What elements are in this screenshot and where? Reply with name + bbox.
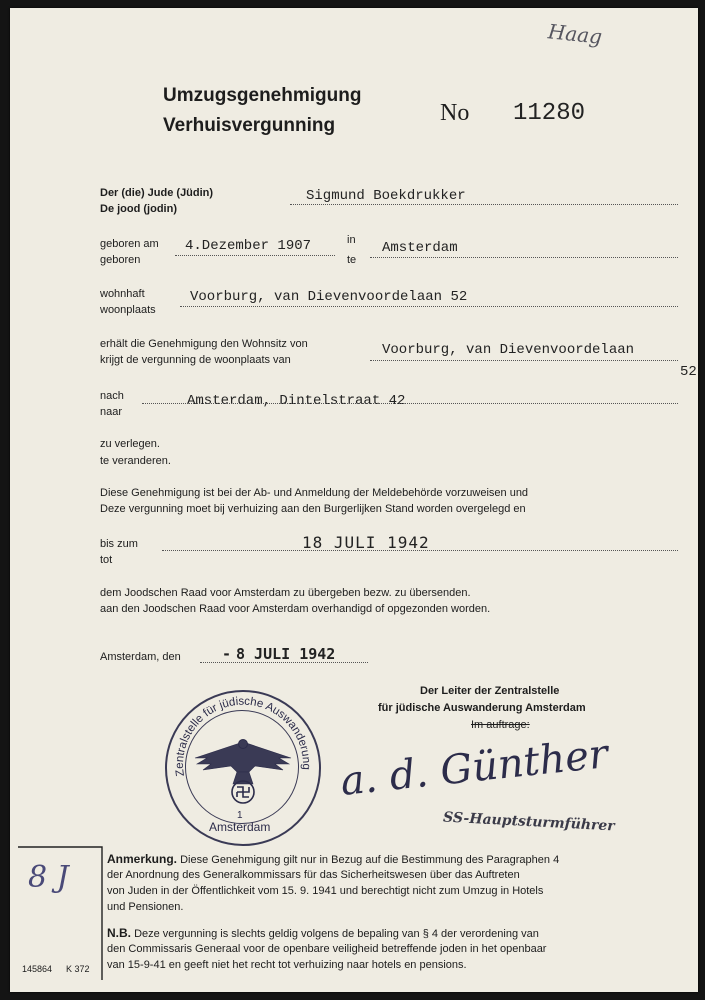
print-code-left: 145864 — [22, 964, 53, 974]
permit-label-de: erhält die Genehmigung den Wohnsitz von — [100, 338, 308, 350]
official-seal — [165, 690, 321, 846]
corner-handwritten-note: Haag — [546, 19, 604, 49]
born-label-de: geboren am — [100, 238, 159, 250]
residence-label-nl: woonplaats — [100, 304, 156, 316]
eagle-icon — [195, 740, 291, 804]
residence-label-de: wohnhaft — [100, 288, 145, 300]
seal-arc-text: Zentralstelle für jüdische Auswanderung — [173, 695, 313, 778]
to-label-nl: naar — [100, 406, 123, 418]
from-address: Voorburg, van Dievenvoordelaan — [382, 342, 635, 358]
seal-city: Amsterdam — [209, 820, 271, 834]
authority-line-2: für jüdische Auswanderung Amsterdam — [378, 702, 586, 714]
dotted-line — [200, 662, 368, 663]
dotted-line — [370, 257, 678, 258]
person-name: Sigmund Boekdrukker — [306, 188, 466, 204]
permit-label-nl: krijgt de vergunning de woonplaats van — [100, 354, 291, 366]
footnote-anmerkung-text-1: Diese Genehmigung gilt nur in Bezug auf die Bestimmung des Paragraphen 4 — [180, 854, 560, 866]
dotted-line — [290, 204, 678, 205]
move-label-de: zu verlegen. — [100, 438, 160, 450]
number-label: No — [440, 100, 470, 126]
born-in-label-nl: te — [347, 254, 357, 266]
footnote-anmerkung-text-2: der Anordnung des Generalkommissars für das Sicherheitswesen über das Auftreten — [107, 869, 520, 881]
footnote-nb-label: N.B. — [107, 926, 131, 940]
footnote-nb-text-3: van 15-9-41 en geeft niet het recht tot verhuizing naar hotels en pensions. — [107, 959, 467, 971]
deadline-label-nl: tot — [100, 554, 113, 566]
footnote-anmerkung-text-3: von Juden in der Öffentlichkeit vom 15. 9. 1941 und berechtigt nicht zum Umzug in Hotels — [107, 885, 544, 897]
born-label-nl: geboren — [100, 254, 141, 266]
issued-label: Amsterdam, den — [100, 651, 181, 663]
print-code-right: K 372 — [66, 964, 90, 974]
deadline-date: 18 JULI 1942 — [302, 533, 430, 552]
council-line-de: dem Joodschen Raad voor Amsterdam zu übergeben bezw. zu übersenden. — [100, 587, 471, 599]
dotted-line — [175, 255, 335, 256]
footnote-anmerkung-label: Anmerkung. — [107, 852, 178, 866]
jude-label-de: Der (die) Jude (Jüdin) — [100, 187, 214, 199]
council-line-nl: aan den Joodschen Raad voor Amsterdam overhandigd of opgezonden worden. — [100, 603, 491, 615]
born-in-label-de: in — [347, 234, 356, 246]
footnote-nb-text-2: den Commissaris Generaal voor de openbare veiligheid betreffende joden in het openbaar — [107, 943, 547, 955]
handwritten-signature: a. d. Günther — [338, 731, 611, 805]
footnote-anmerkung-text-4: und Pensionen. — [107, 901, 184, 913]
authority-line-3: Im auftrage: — [471, 719, 530, 731]
title-german: Umzugsgenehmigung — [163, 85, 362, 106]
issued-date: 8 JULI 1942 — [236, 645, 336, 663]
dotted-line — [180, 306, 678, 307]
deadline-label-de: bis zum — [100, 538, 138, 550]
move-label-nl: te veranderen. — [100, 455, 171, 467]
jude-label-nl: De jood (jodin) — [100, 203, 177, 215]
notice-line-de: Diese Genehmigung ist bei der Ab- und Anmeldung der Meldebehörde vorzuweisen und — [100, 487, 529, 499]
authority-line-1: Der Leiter der Zentralstelle — [420, 685, 560, 697]
from-address-number: 52 — [680, 364, 697, 380]
dotted-line — [162, 550, 678, 551]
footnote-nb-text-1: Deze vergunning is slechts geldig volgens de bepaling van § 4 der verordening van — [134, 928, 539, 940]
destination-address: Amsterdam, Dintelstraat 42 — [187, 393, 406, 409]
rank-stamp: SS-Hauptsturmführer — [442, 809, 616, 835]
issued-dash: - — [222, 645, 232, 663]
birth-place: Amsterdam — [382, 240, 458, 256]
birth-date: 4.Dezember 1907 — [185, 238, 312, 254]
to-label-de: nach — [100, 390, 124, 402]
seal-number: 1 — [237, 810, 243, 821]
notice-line-nl: Deze vergunning moet bij verhuizing aan den Burgerlijken Stand worden overgelegd en — [100, 503, 526, 515]
residence-address: Voorburg, van Dievenvoordelaan 52 — [190, 289, 468, 305]
title-dutch: Verhuisvergunning — [163, 115, 336, 136]
handwritten-mark: 8 J — [28, 860, 69, 895]
document-number: 11280 — [513, 100, 586, 127]
dotted-line — [142, 403, 678, 404]
dotted-line — [370, 360, 678, 361]
